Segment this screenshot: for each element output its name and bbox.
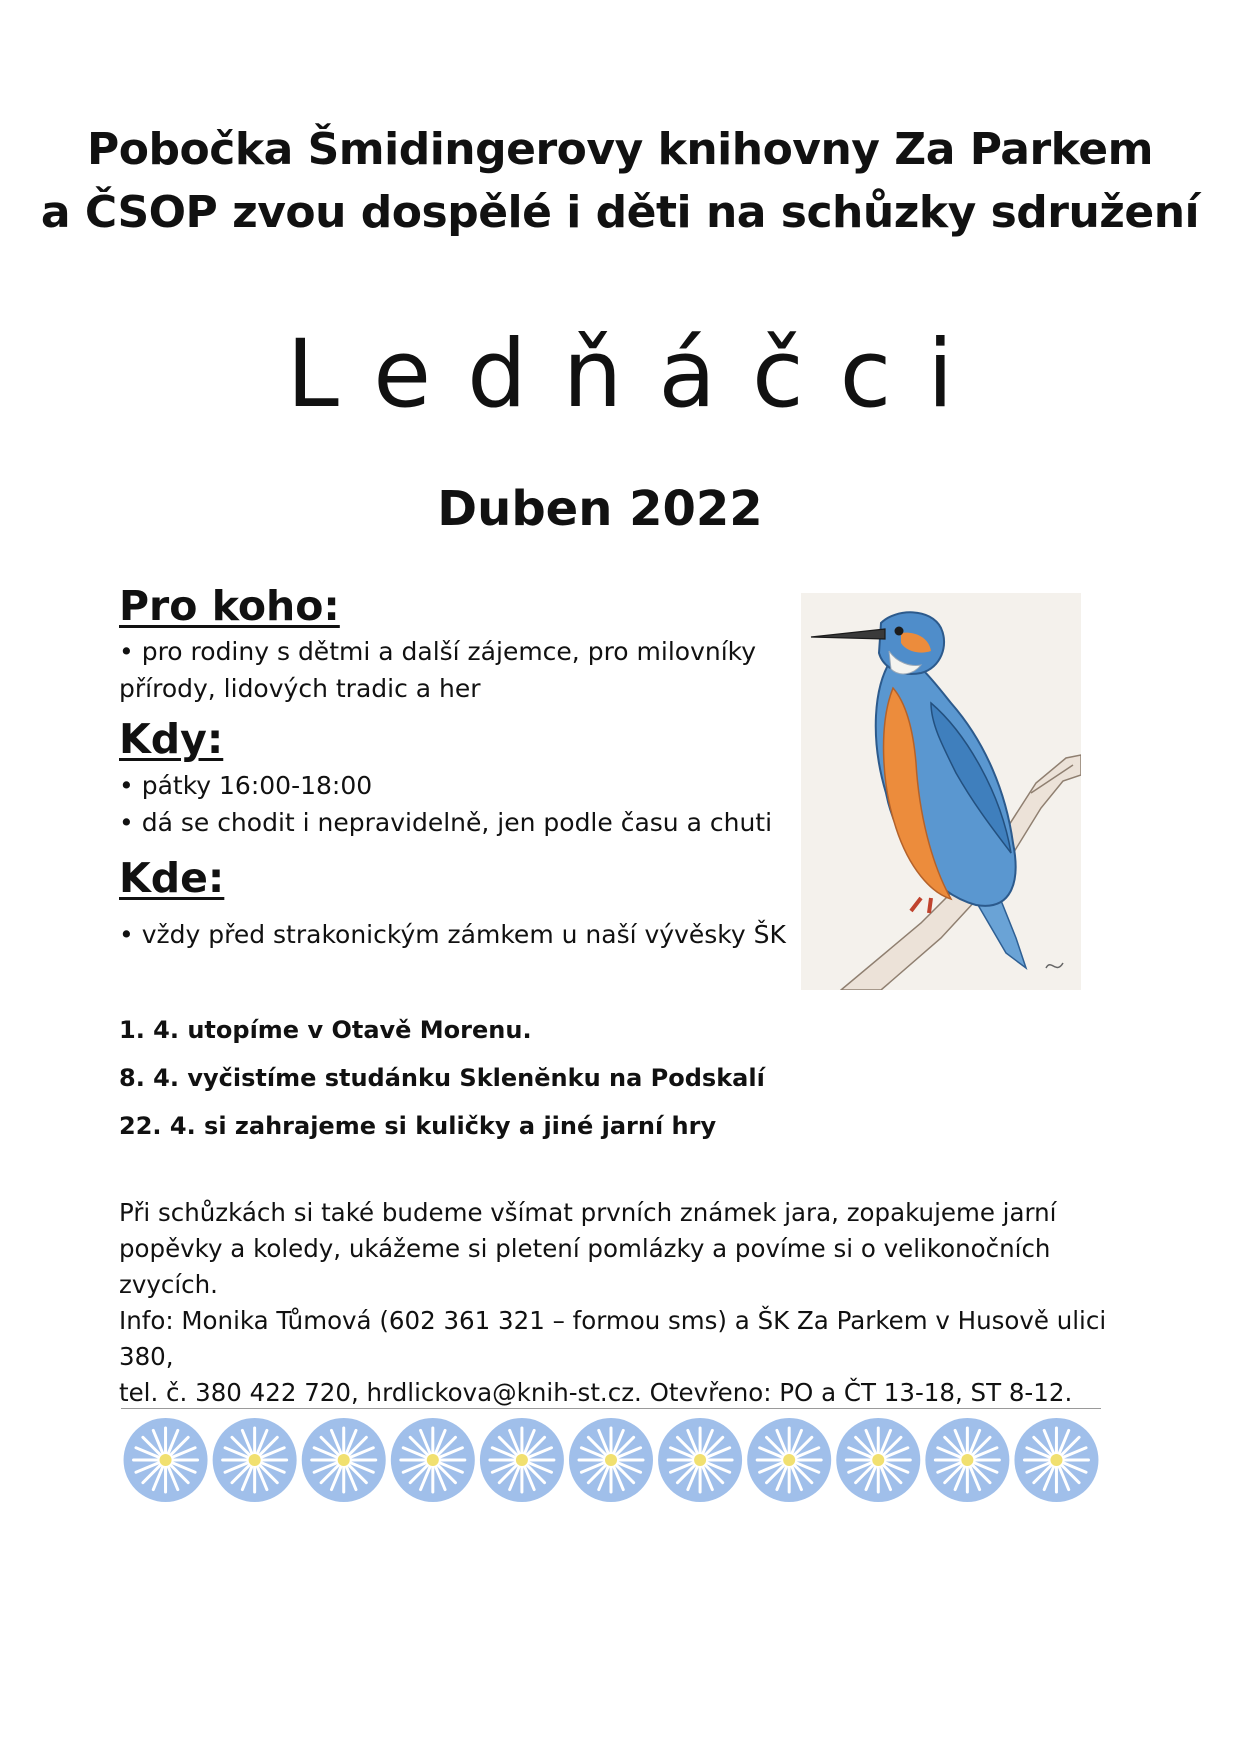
flower-border-icon — [121, 1412, 1101, 1508]
who-item: • pro rodiny s dětmi a další zájemce, pro milovníky přírody, lidových tradic a her — [119, 633, 769, 707]
flower-icon — [213, 1418, 297, 1502]
flower-icon — [925, 1418, 1009, 1502]
flower-icon — [836, 1418, 920, 1502]
program-list — [119, 1006, 1019, 1150]
info-line: tel. č. 380 422 720, hrdlickova@knih-st.cz. Otevřeno: PO a ČT 13-18, ST 8-12. — [119, 1378, 1073, 1407]
kingfisher-icon — [801, 593, 1081, 990]
flower-icon — [658, 1418, 742, 1502]
where-item: • vždy před strakonickým zámkem u naší vývěsky ŠK — [119, 916, 799, 953]
program-item: 1. 4. utopíme v Otavě Morenu. — [119, 1016, 532, 1044]
month-heading: Duben 2022 — [437, 481, 763, 537]
flower-icon — [747, 1418, 831, 1502]
flower-icon — [569, 1418, 653, 1502]
program-item: 8. 4. vyčistíme studánku Sklenĕnku na Podskalí — [119, 1064, 765, 1092]
header — [0, 118, 1240, 244]
flower-icon — [302, 1418, 386, 1502]
divider — [121, 1408, 1101, 1409]
header-line-2: a ČSOP zvou dospělé i děti na schůzky sdružení — [40, 187, 1200, 238]
kingfisher-painting — [801, 593, 1081, 990]
when-item: • pátky 16:00-18:00 — [119, 767, 799, 804]
page-title: Ledňáčci — [286, 320, 990, 429]
info-paragraph — [119, 1195, 1139, 1411]
header-line-1: Pobočka Šmidingerovy knihovny Za Parkem — [87, 124, 1153, 175]
who-list — [119, 633, 769, 707]
program-item: 22. 4. si zahrajeme si kuličky a jiné jarní hry — [119, 1112, 717, 1140]
when-heading: Kdy: — [119, 715, 224, 763]
when-list — [119, 767, 799, 841]
flower-border — [121, 1412, 1101, 1508]
flower-icon — [480, 1418, 564, 1502]
info-line: Při schůzkách si také budeme všímat prvních známek jara, zopakujeme jarní — [119, 1198, 1057, 1227]
flower-icon — [1014, 1418, 1098, 1502]
where-heading: Kde: — [119, 854, 225, 902]
flower-icon — [124, 1418, 208, 1502]
where-list — [119, 916, 799, 953]
info-line: Info: Monika Tůmová (602 361 321 – formou sms) a ŠK Za Parkem v Husově ulici 380, — [119, 1306, 1107, 1371]
flower-icon — [391, 1418, 475, 1502]
info-line: popěvky a koledy, ukážeme si pletení pomlázky a povíme si o velikonočních zvycích. — [119, 1234, 1051, 1299]
who-heading: Pro koho: — [119, 582, 340, 630]
when-item: • dá se chodit i nepravidelně, jen podle času a chuti — [119, 804, 799, 841]
